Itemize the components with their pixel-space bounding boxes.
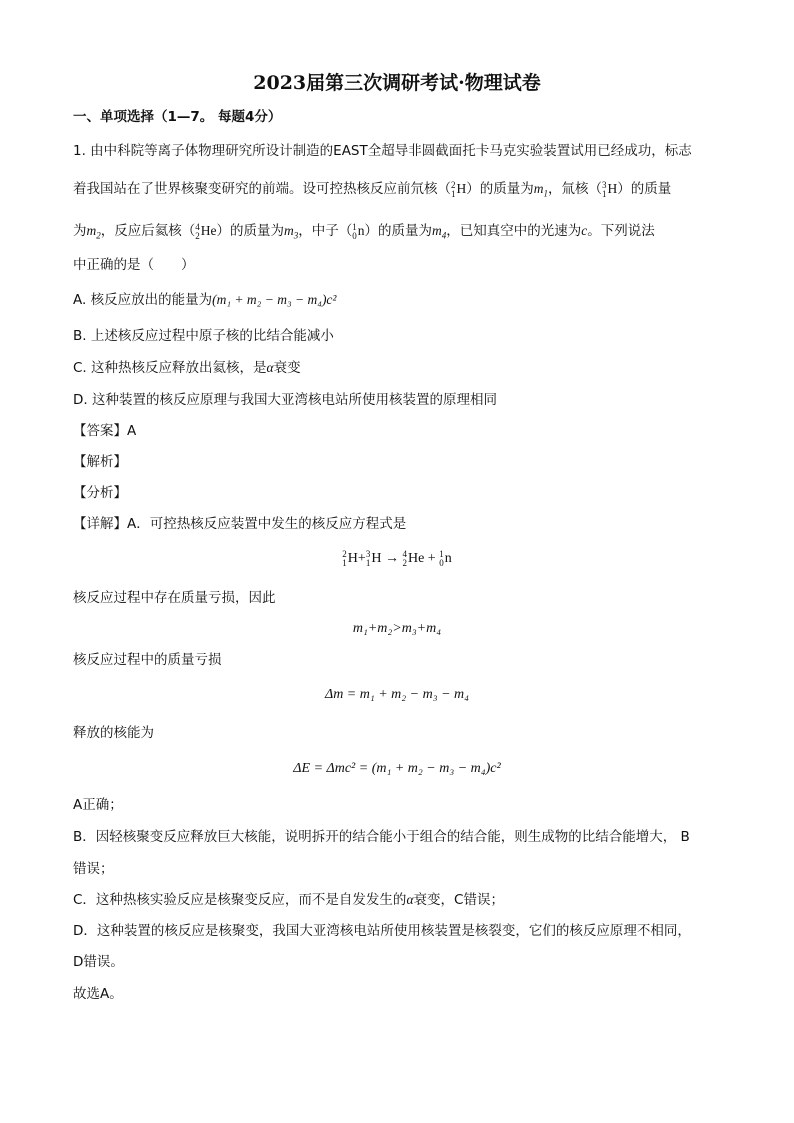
delta-m-equation: Δm = m₁ + m₂ − m₃ − m₄ — [324, 687, 470, 702]
question-line-3: 为$m_2$，反应后氦核（ 4 2 He）的质量为$m_3$，中子（ 1 0 n）的质量为$m_4$，已知真空中的光速为c。下列说法 — [73, 221, 655, 241]
tritium-symbol: 3 1 H — [602, 179, 618, 199]
option-d: D. 这种装置的核反应原理与我国大亚湾核电站所使用核装置的原理相同 — [73, 392, 497, 408]
text-energy: 释放的核能为 — [73, 725, 154, 741]
analysis-label: 【解析】 — [73, 454, 127, 470]
text-c-explain: C．这种热核实验反应是核聚变反应，而不是自发发生的α衰变，C错误； — [73, 892, 504, 908]
detail-line: 【详解】A．可控热核反应装置中发生的核反应方程式是 — [73, 516, 407, 532]
option-a-expression: (m₁ + m₂ − m₃ − m₄)c² — [212, 292, 337, 307]
text-b-wrong: 错误； — [73, 861, 114, 877]
text-mass-defect: 核反应过程中存在质量亏损，因此 — [73, 590, 276, 606]
question-line-1: 1. 由中科院等离子体物理研究所设计制造的EAST全超导非圆截面托卡马克实验装置试用已经成功，标志 — [73, 143, 692, 159]
option-a: A. 核反应放出的能量为(m₁ + m₂ − m₃ − m₄)c² — [73, 292, 337, 308]
reaction-equation: 2 1 H+ 3 1 H → 4 2 He + 1 0 n — [342, 549, 452, 568]
question-line-4: 中正确的是（ ） — [73, 257, 195, 273]
neutron-symbol: 1 0 n — [352, 221, 365, 241]
helium-symbol: 4 2 He — [195, 221, 217, 241]
option-c: C. 这种热核反应释放出氦核，是α衰变 — [73, 360, 301, 376]
fenxi-label: 【分析】 — [73, 485, 127, 501]
deuterium-symbol: 2 1 H — [451, 179, 467, 199]
text-conclusion: 故选A。 — [73, 986, 123, 1002]
question-line-2: 着我国站在了世界核聚变研究的前端。设可控热核反应前氘核（ 2 1 H）的质量为$m_1$，氚核（ 3 1 H）的质量 — [73, 179, 672, 199]
mass-m3: $m_3$ — [284, 223, 299, 241]
answer-label: 【答案】A — [73, 423, 137, 439]
text-b-explain: B．因轻核聚变反应释放巨大核能，说明拆开的结合能小于组合的结合能，则生成物的比结合能增大， B — [73, 829, 690, 845]
section-heading: 一、单项选择（1—7。 每题4分） — [73, 109, 282, 125]
page-title: 2023届第三次调研考试·物理试卷 — [253, 72, 541, 94]
mass-m1: $m_1$ — [533, 181, 548, 199]
mass-m2: $m_2$ — [86, 223, 101, 241]
mass-m4: $m_4$ — [432, 223, 447, 241]
text-mass-defect-2: 核反应过程中的质量亏损 — [73, 652, 222, 668]
mass-inequality: m₁+m₂>m₃+m₄ — [352, 621, 442, 636]
option-b: B. 上述核反应过程中原子核的比结合能减小 — [73, 328, 334, 344]
text-d-wrong: D错误。 — [73, 954, 124, 970]
text-a-correct: A正确； — [73, 797, 123, 813]
text-d-explain: D．这种装置的核反应是核聚变，我国大亚湾核电站所使用核装置是核裂变，它们的核反应原理不相同， — [73, 923, 691, 939]
delta-e-equation: ΔE = Δmc² = (m₁ + m₂ − m₃ − m₄)c² — [293, 761, 501, 776]
